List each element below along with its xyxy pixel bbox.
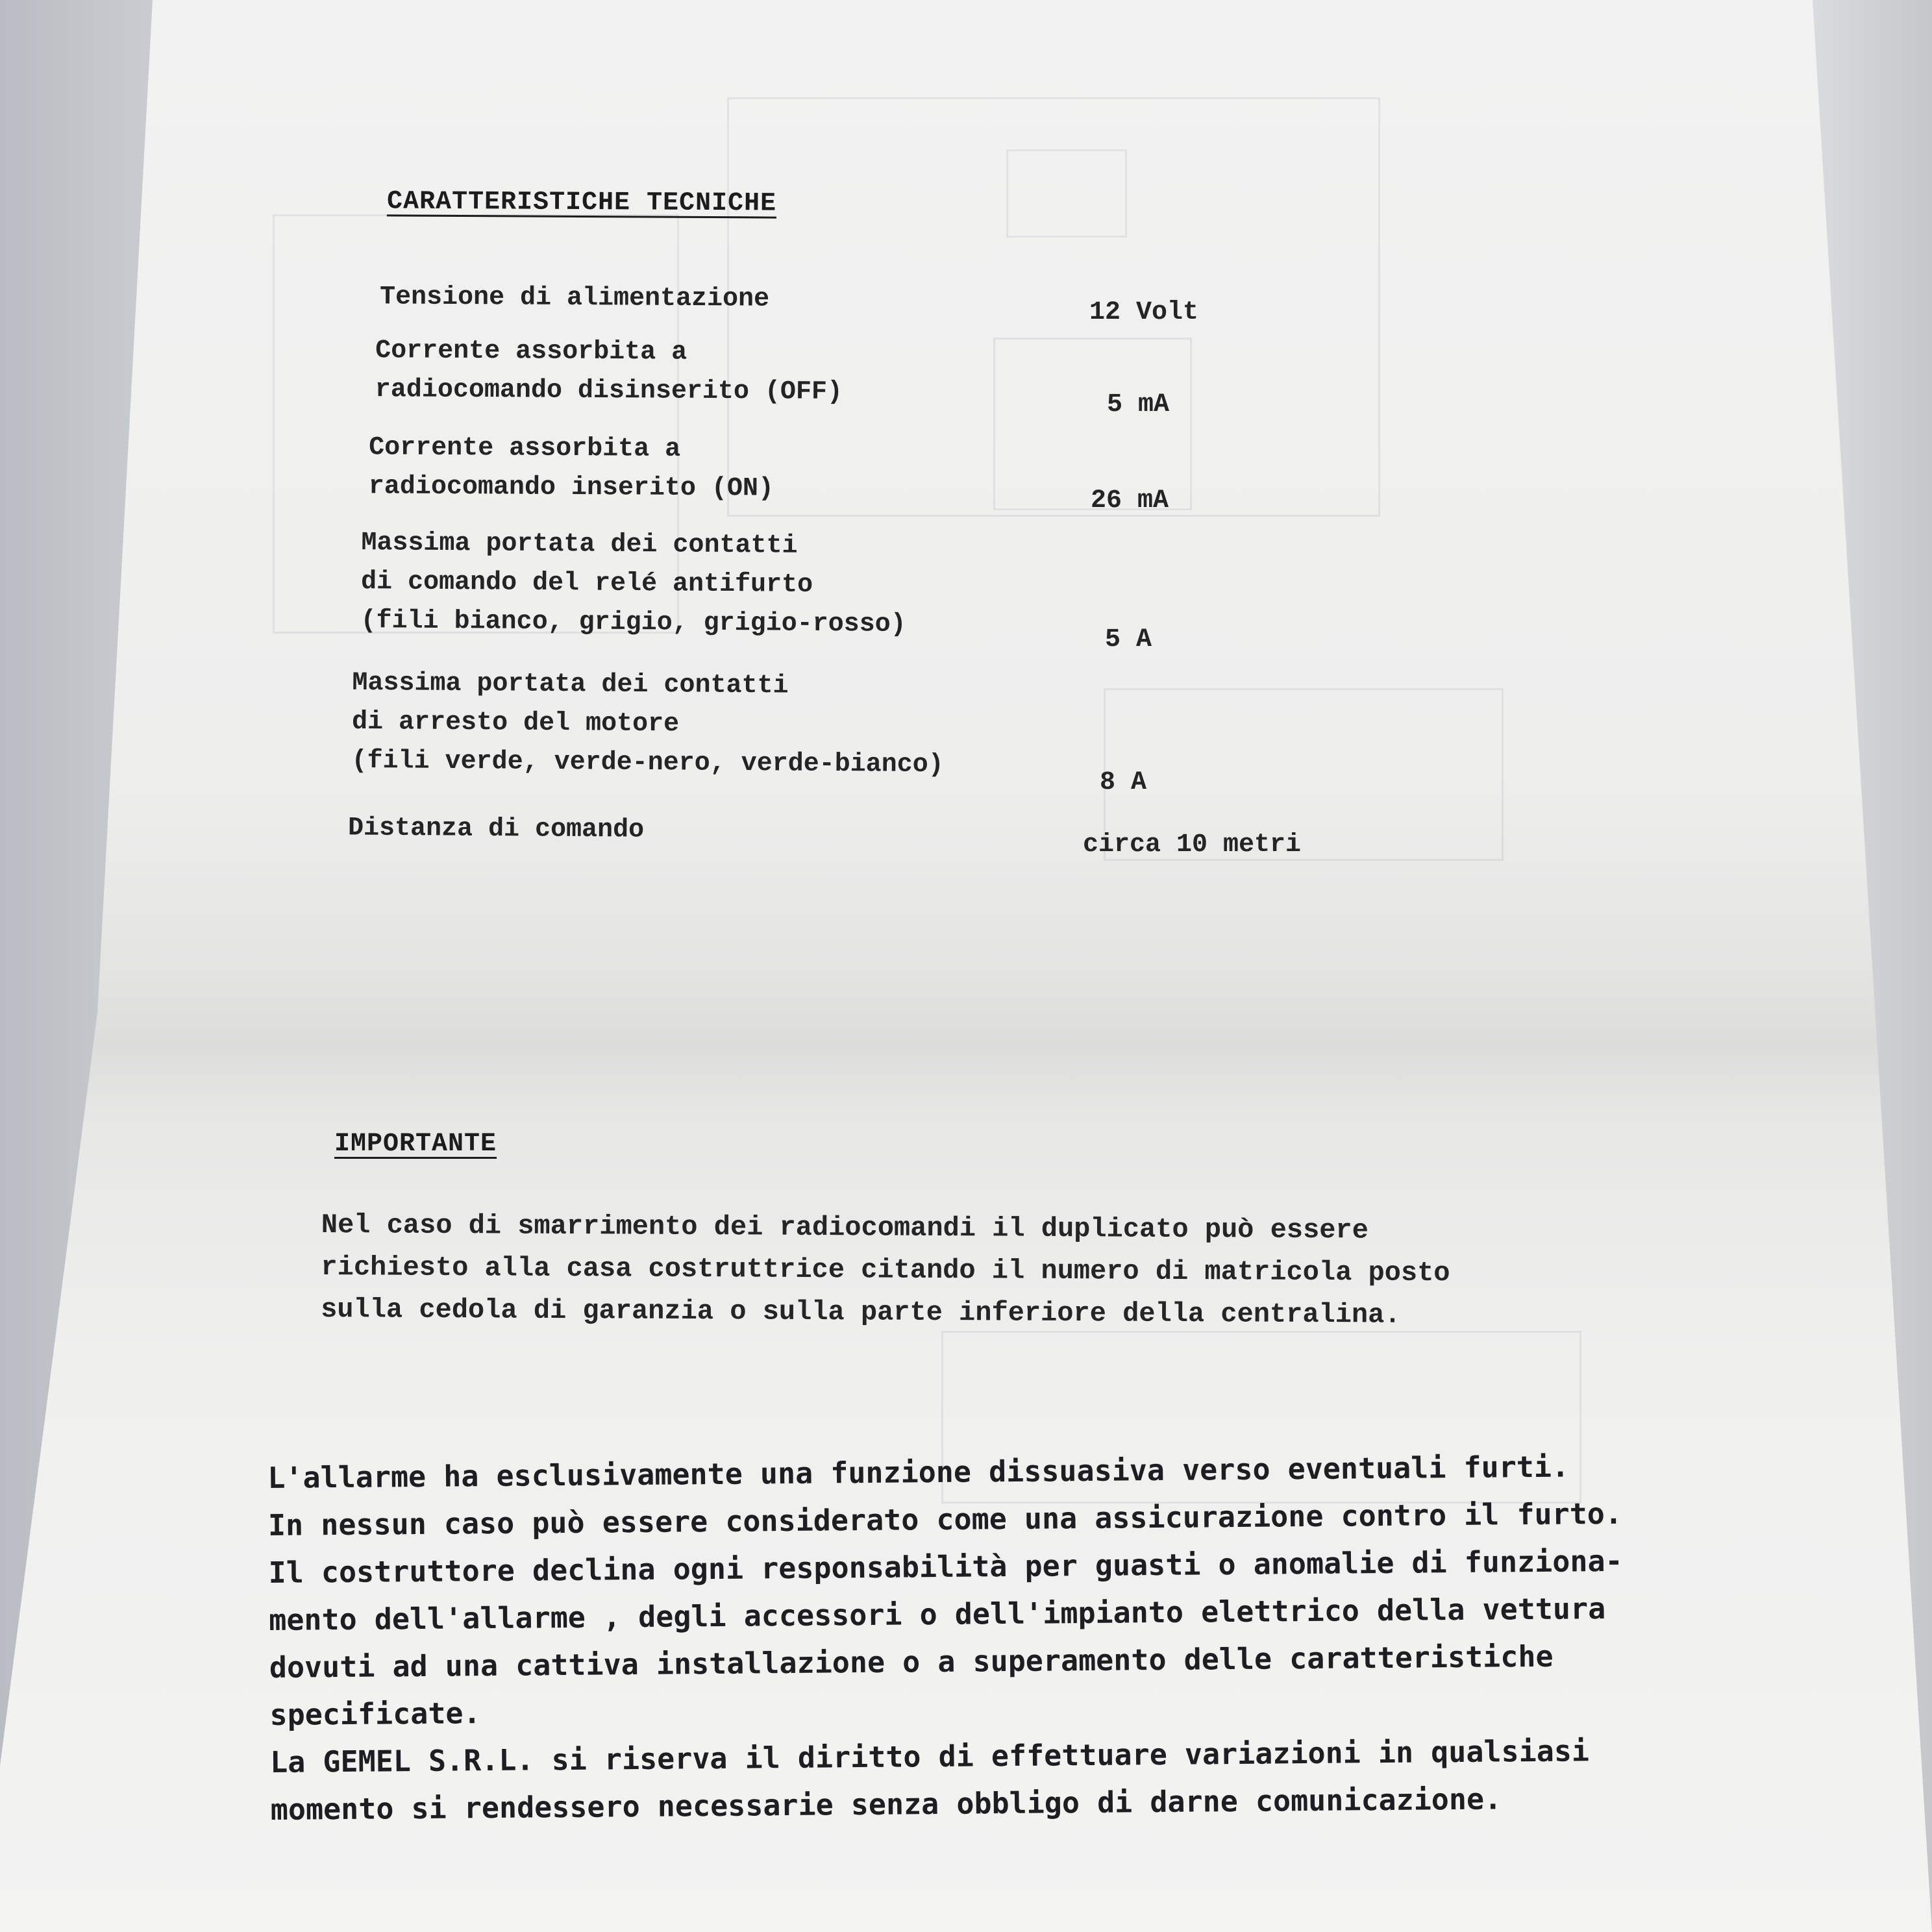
important-paragraph: Nel caso di smarrimento dei radiocomandi il duplicato può essere richiesto alla casa costruttrice citando il numero di matricola posto sulla cedola di garanzia o sulla parte inferiore della centralina.: [321, 1209, 1450, 1331]
important-heading: IMPORTANTE: [334, 1130, 497, 1159]
spec-label-current-on: Corrente assorbita a radiocomando inserito (ON): [368, 433, 774, 504]
spec-value-supply-voltage: 12 Volt: [1089, 298, 1199, 327]
spec-value-current-off: 5 mA: [1107, 390, 1170, 419]
disclaimer-paragraph: L'allarme ha esclusivamente una funzione dissuasiva verso eventuali furti. In nessun caso può essere considerato come una assicurazione contro il furto. Il costruttore declina ogni responsabilità per guasti o anomalie di funziona- mento dell'allarme , degli accessori o dell'impianto elettrico della vettura dovuti ad una cattiva installazione o a superamento delle caratteristiche specificate. La GEMEL S.R.L. si riserva il diritto di effettuare variazioni in qualsiasi momento si rendessero necessarie senza obbligo di darne comunicazione.: [267, 1449, 1623, 1827]
specs-heading: CARATTERISTICHE TECNICHE: [386, 187, 777, 219]
spec-label-supply-voltage: Tensione di alimentazione: [379, 282, 770, 314]
spec-label-range: Distanza di comando: [347, 813, 645, 845]
spec-value-range: circa 10 metri: [1083, 830, 1302, 860]
spec-value-current-on: 26 mA: [1091, 486, 1169, 515]
spec-label-current-off: Corrente assorbita a radiocomando disinserito (OFF): [375, 336, 843, 407]
spec-label-relay-contacts: Massima portata dei contatti di comando del relé antifurto (fili bianco, grigio, grigio-rosso): [360, 528, 906, 639]
spec-value-engine-contacts: 8 A: [1100, 768, 1147, 797]
spec-label-engine-contacts: Massima portata dei contatti di arresto del motore (fili verde, verde-nero, verde-bianco): [351, 668, 944, 780]
spec-value-relay-contacts: 5 A: [1105, 625, 1152, 654]
